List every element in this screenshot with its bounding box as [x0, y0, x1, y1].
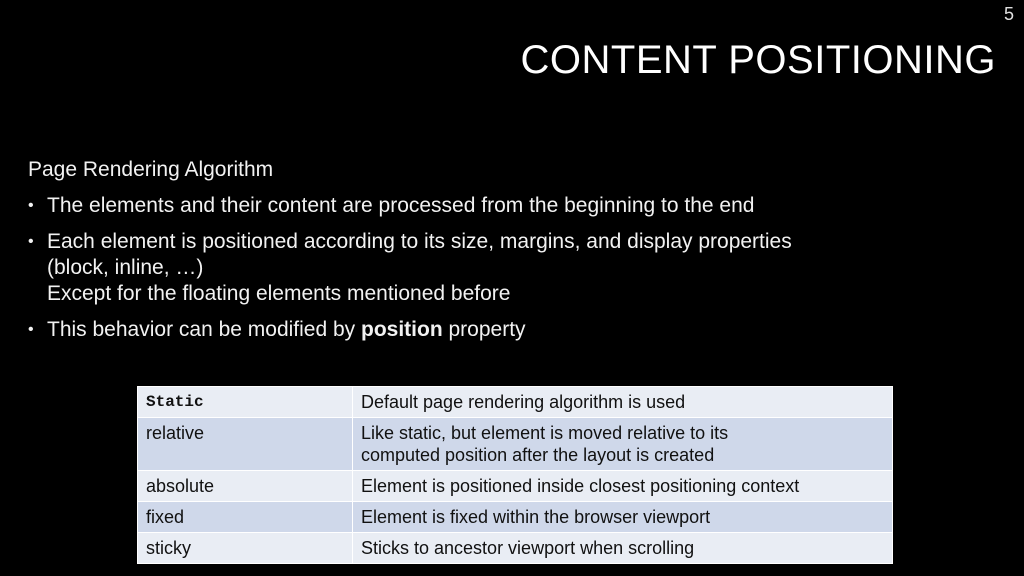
table-cell-value: Sticks to ancestor viewport when scrolling [353, 533, 893, 564]
bullet-item [28, 229, 988, 307]
slide-content [28, 157, 988, 353]
table-row [138, 502, 893, 533]
table-cell-value-line: computed position after the layout is created [361, 445, 715, 465]
table-cell-value: Element is fixed within the browser viewport [353, 502, 893, 533]
table-row [138, 387, 893, 418]
table-cell-key: sticky [138, 533, 353, 564]
table-cell-key: absolute [138, 471, 353, 502]
bullet-item [28, 317, 988, 343]
bullet-text-note: Except for the floating elements mentioned before [47, 282, 511, 305]
bullet-text-continuation: (block, inline, …) [47, 256, 204, 279]
table-row [138, 471, 893, 502]
table-row [138, 533, 893, 564]
table-cell-value-line: Like static, but element is moved relative to its [361, 423, 729, 443]
content-heading: Page Rendering Algorithm [28, 158, 274, 181]
bullet-text: The elements and their content are processed from the beginning to the end [47, 194, 755, 217]
table-row [138, 418, 893, 471]
bullet-keyword: position [361, 318, 443, 341]
bullet-list [28, 193, 988, 343]
bullet-text: • Each element is positioned according to its size, margins, and display properties [47, 230, 792, 253]
bullet-text: This behavior can be modified by [47, 318, 362, 341]
table-cell-key: Static [138, 387, 353, 418]
page-number: 5 [1003, 4, 1014, 24]
bullet-item [28, 193, 988, 219]
slide-title: CONTENT POSITIONING [520, 38, 996, 82]
table-cell-value [353, 418, 893, 471]
table-cell-value: Element is positioned inside closest positioning context [353, 471, 893, 502]
table-cell-value: Default page rendering algorithm is used [353, 387, 893, 418]
position-values-table [137, 386, 893, 564]
bullet-text: property [442, 318, 526, 341]
table-cell-key: fixed [138, 502, 353, 533]
table-cell-key: relative [138, 418, 353, 471]
